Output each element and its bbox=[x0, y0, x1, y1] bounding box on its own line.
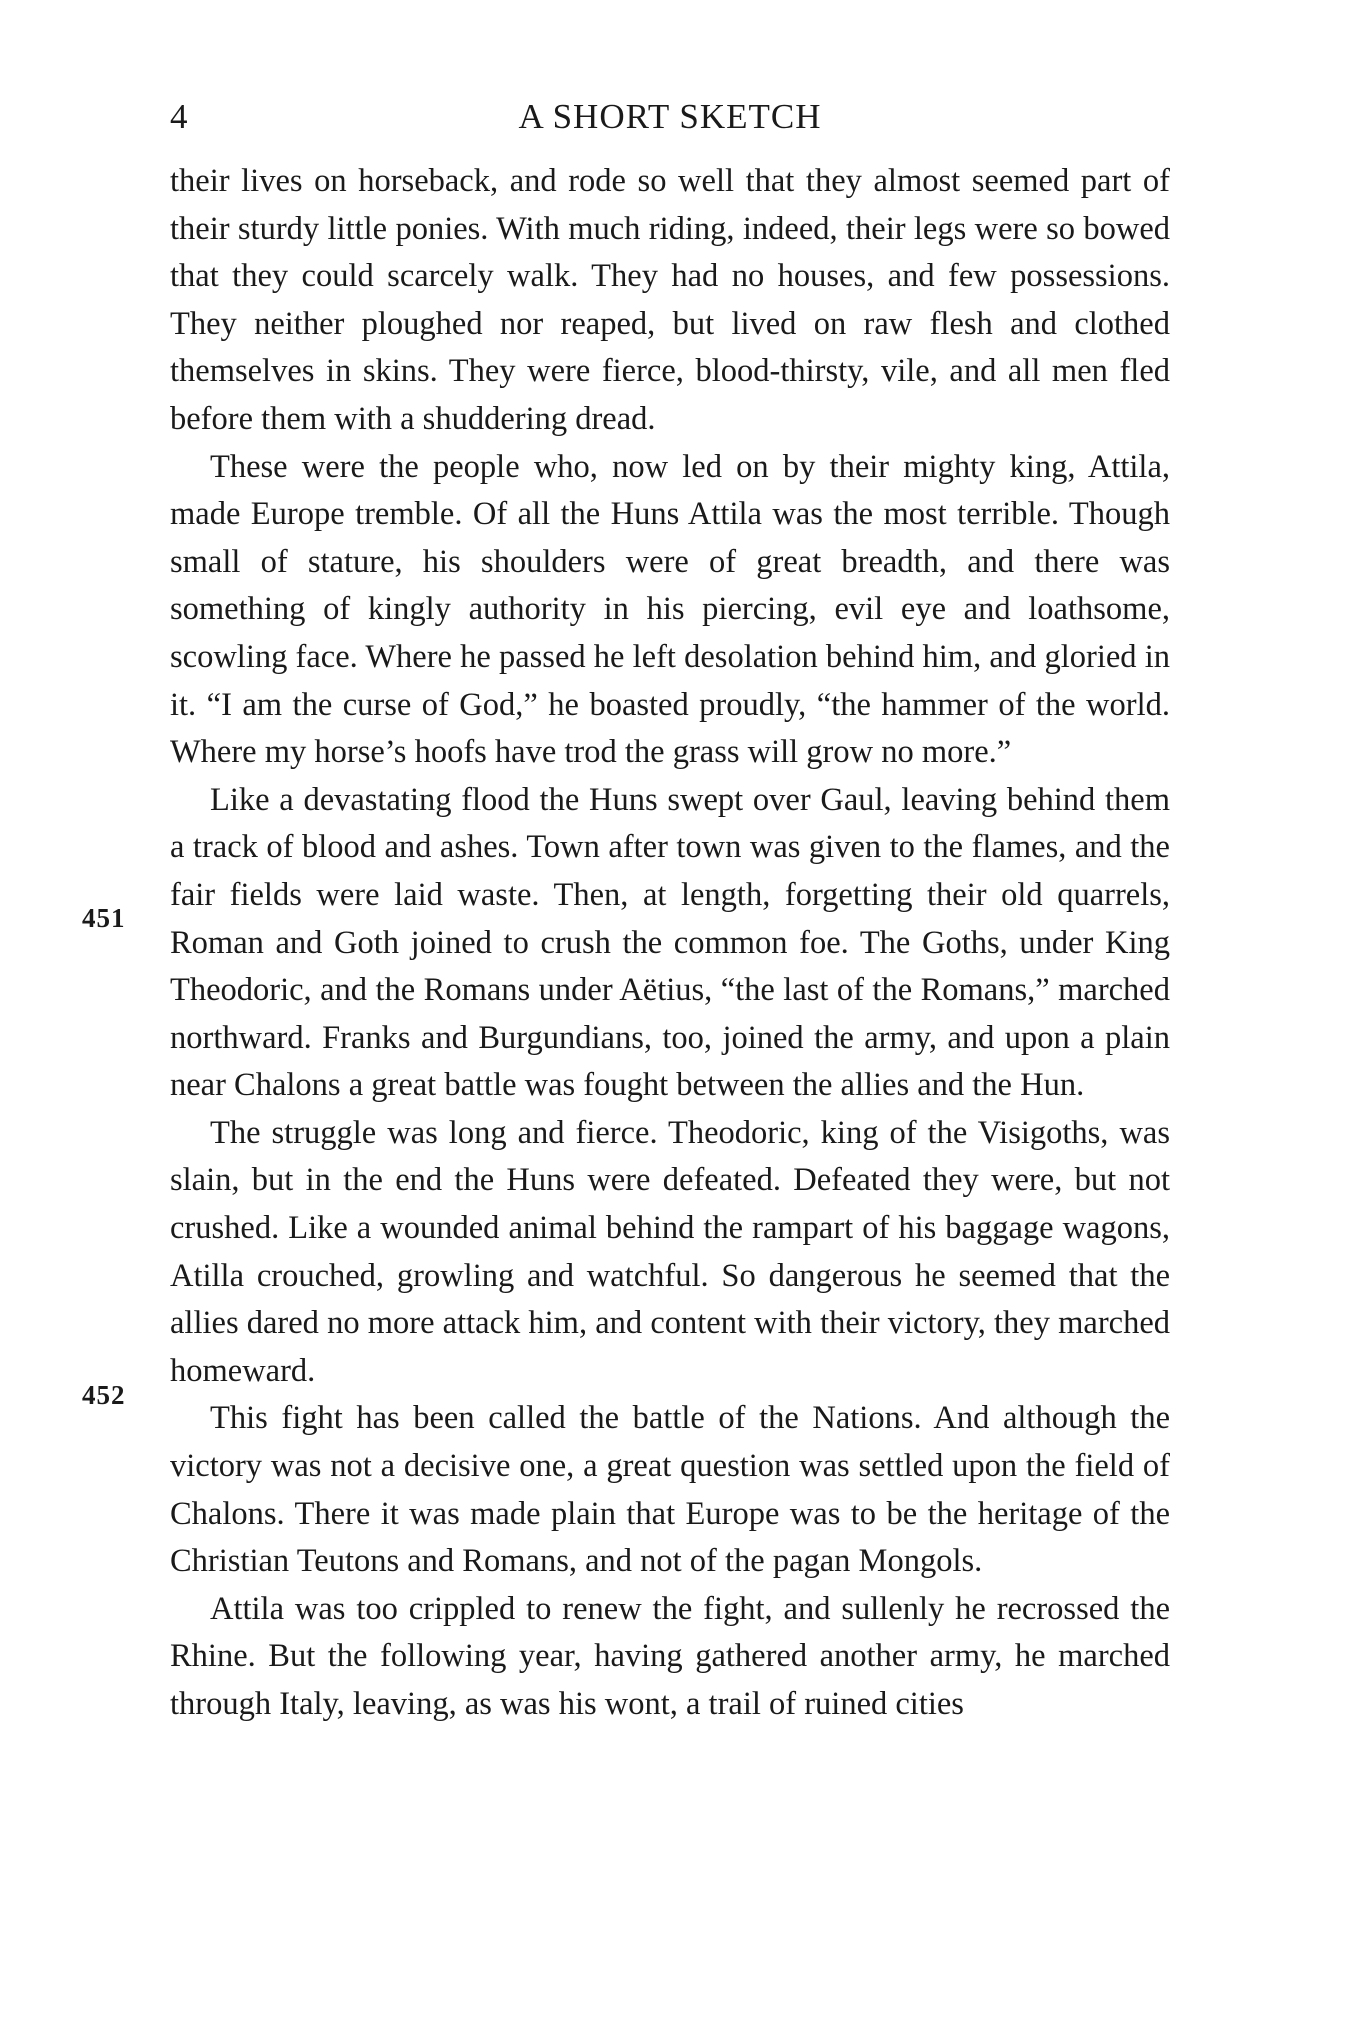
paragraph: This fight has been called the battle of the Nations. And although the victory was not a decisive one, a great question was settled upon the field of Chalons. There it was made plain that Europe was to be the heritage of the Christian Teutons and Romans, and not of the pagan Mongols. bbox=[170, 1400, 1170, 1580]
margin-date-note: 452 bbox=[82, 1380, 126, 1410]
body-text bbox=[170, 158, 1170, 1729]
margin-date-note: 451 bbox=[82, 903, 126, 933]
page-number: 4 bbox=[170, 97, 188, 136]
paragraph: These were the people who, now led on by their mighty king, Attila, made Europe tremble. Of all the Huns Attila was the most terrible. Though small of stature, his shoulders were of great breadth, and there was something of kingly authority in his piercing, evil eye and loathsome, scowling face. Where he passed he left desolation behind him, and gloried in it. “I am the curse of God,” he boasted proudly, “the hammer of the world. Where my horse’s hoofs have trod the grass will grow no more.” bbox=[170, 448, 1170, 771]
page-header bbox=[170, 92, 1170, 142]
paragraph: their lives on horseback, and rode so well that they almost seemed part of their sturdy little ponies. With much riding, indeed, their legs were so bowed that they could scarcely walk. They had no houses, and few possessions. They neither ploughed nor reaped, but lived on raw flesh and clothed themselves in skins. They were fierce, blood-thirsty, vile, and all men fled before them with a shuddering dread. bbox=[170, 163, 1170, 437]
paragraph: Attila was too crippled to renew the fight, and sullenly he recrossed the Rhine. But the following year, having gathered another army, he marched through Italy, leaving, as was his wont, a trail of ruined cities bbox=[170, 1590, 1170, 1722]
paragraph: Like a devastating flood the Huns swept over Gaul, leaving behind them a track of blood and ashes. Town after town was given to the flames, and the fair fields were laid waste. Then, at length, forgetting their old quarrels, Roman and Goth joined to crush the common foe. The Goths, under King Theodoric, and the Romans under Aëtius, “the last of the Romans,” marched northward. Franks and Burgundians, too, joined the army, and upon a plain near Chalons a great battle was fought between the allies and the Hun. bbox=[170, 781, 1170, 1104]
running-title: A SHORT SKETCH bbox=[518, 97, 822, 136]
paragraph: The struggle was long and fierce. Theodoric, king of the Visigoths, was slain, but in the end the Huns were defeated. Defeated they were, but not crushed. Like a wounded animal behind the rampart of his baggage wagons, Atilla crouched, growling and watchful. So dangerous he seemed that the allies dared no more attack him, and content with their victory, they marched homeward. bbox=[170, 1114, 1170, 1389]
